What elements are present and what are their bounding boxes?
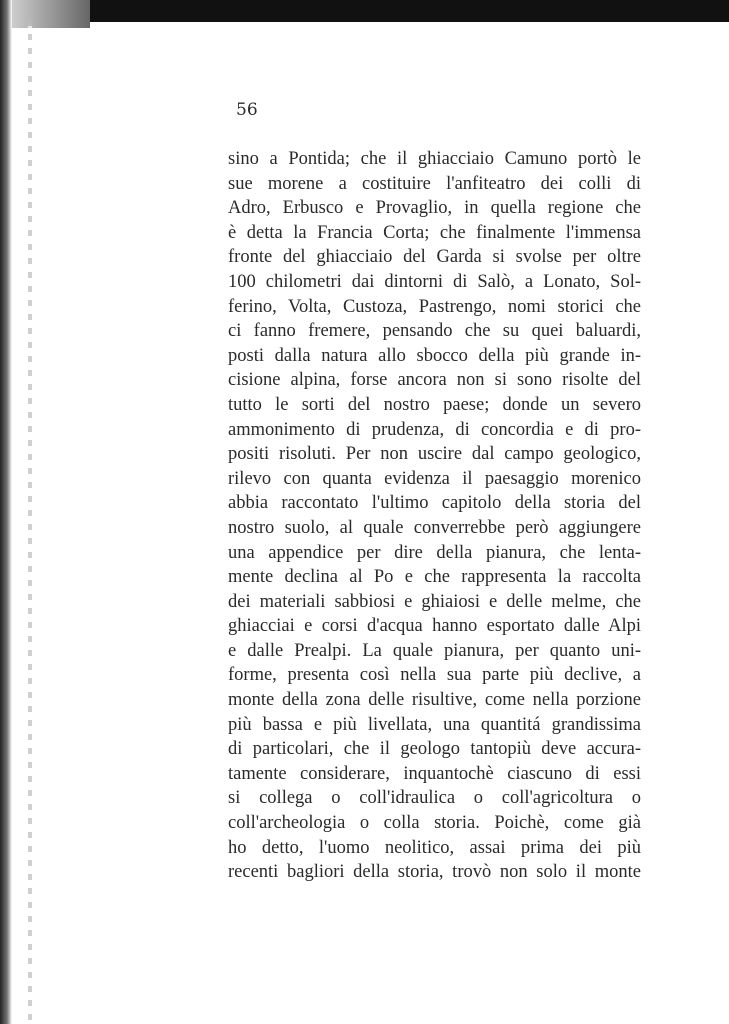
text-line: recenti bagliori della storia, trovò non solo il monte [228,862,641,883]
text-line: di particolari, che il geologo tantopiù deve accura- [228,739,641,760]
text-line: sino a Pontida; che il ghiacciaio Camuno portò le [228,149,641,169]
text-line: posti dalla natura allo sbocco della più grande in- [228,345,641,366]
text-line: nostro suolo, al quale converrebbe però aggiungere [228,517,641,538]
text-line: è detta la Francia Corta; che finalmente l'immensa [228,222,641,243]
scan-top-edge [0,0,729,22]
text-line: Adro, Erbusco e Provaglio, in quella regione che [228,198,641,219]
text-line: forme, presenta così nella sua parte più declive, a [228,665,641,686]
text-line: ho detto, l'uomo neolitico, assai prima dei più [228,837,641,858]
text-line: positi risoluti. Per non uscire dal campo geologico, [228,444,641,465]
book-binding-edge [0,0,12,1024]
text-line: rilevo con quanta evidenza il paesaggio morenico [228,468,641,489]
text-line: ammonimento di prudenza, di concordia e di pro- [228,419,641,440]
text-line: si collega o coll'idraulica o coll'agricoltura o [228,788,641,809]
text-line: coll'archeologia o colla storia. Poichè, come già [228,813,641,834]
text-line: ferino, Volta, Custoza, Pastrengo, nomi storici che [228,296,641,317]
text-line: monte della zona delle risultive, come nella porzione [228,690,641,711]
body-text [228,147,641,885]
text-line: abbia raccontato l'ultimo capitolo della storia del [228,493,641,514]
text-line: e dalle Prealpi. La quale pianura, per quanto uni- [228,640,641,661]
page-gutter-marks [28,20,32,1024]
page-number: 56 [236,100,258,120]
text-line: ghiacciai e corsi d'acqua hanno esportato dalle Alpi [228,616,641,637]
scan-corner-shadow [0,0,90,28]
text-line: più bassa e più livellata, una quantitá grandissima [228,714,641,735]
text-line: sue morene a costituire l'anfiteatro dei colli di [228,173,641,194]
text-line: mente declina al Po e che rappresenta la raccolta [228,567,641,588]
text-line: tamente considerare, inquantochè ciascuno di essi [228,763,641,784]
text-line: dei materiali sabbiosi e ghiaiosi e delle melme, che [228,591,641,612]
text-line: fronte del ghiacciaio del Garda si svolse per oltre [228,247,641,268]
text-line: una appendice per dire della pianura, che lenta- [228,542,641,563]
text-line: 100 chilometri dai dintorni di Salò, a Lonato, Sol- [228,271,641,292]
text-line: tutto le sorti del nostro paese; donde un severo [228,394,641,415]
text-line: ci fanno fremere, pensando che su quei baluardi, [228,321,641,342]
text-line: cisione alpina, forse ancora non si sono risolte del [228,370,641,391]
